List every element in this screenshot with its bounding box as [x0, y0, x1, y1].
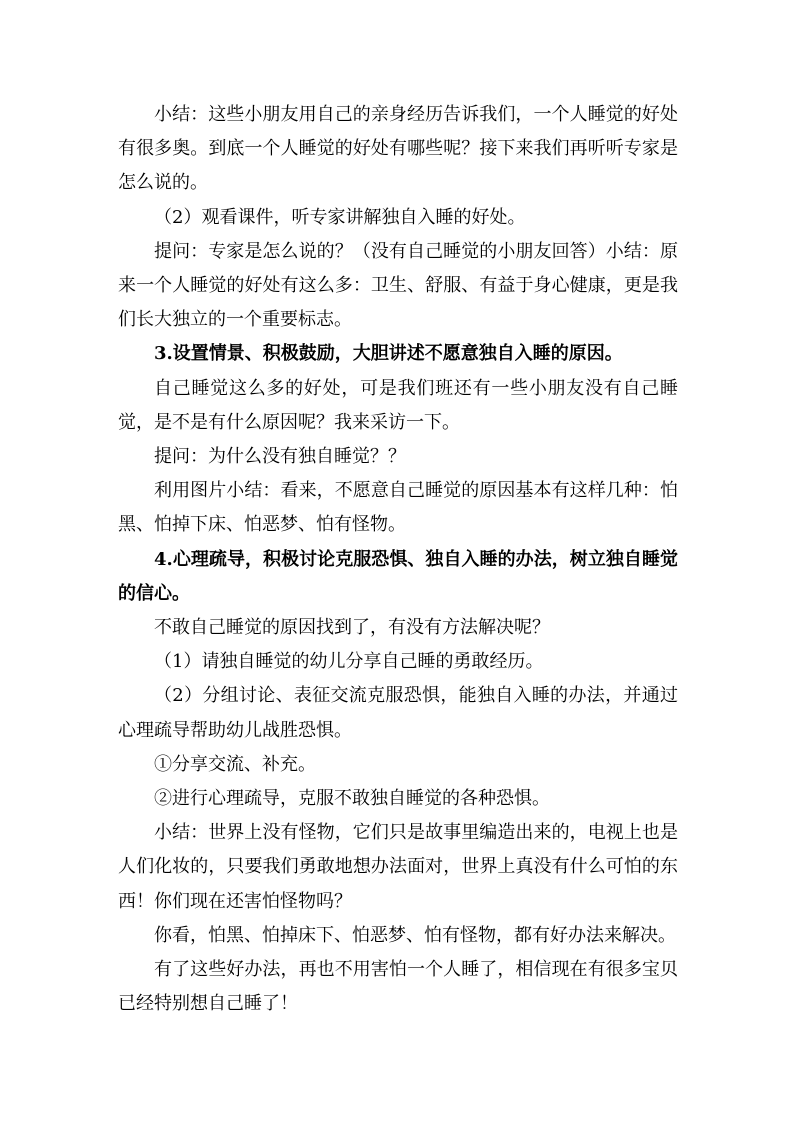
paragraph-step-1-share: （1）请独自睡觉的幼儿分享自己睡的勇敢经历。: [154, 651, 544, 673]
paragraph-summary-monsters: 小结：世界上没有怪物，它们只是故事里编造出来的，电视上也是人们化妆的，只要我们勇敢地想办法面对，世界上真没有什么可怕的东西！你们现在还害怕怪物吗？: [118, 822, 678, 912]
paragraph-step-2-discuss: （2）分组讨论、表征交流克服恐惧，能独自入睡的办法，并通过心理疏导帮助幼儿战胜恐惧。: [118, 685, 678, 741]
paragraph-summary-1: 小结：这些小朋友用自己的亲身经历告诉我们，一个人睡觉的好处有很多奥。到底一个人睡觉的好处有哪些呢？接下来我们再听听专家是怎么说的。: [118, 104, 678, 194]
paragraph-item-2: ②进行心理疏导，克服不敢独自睡觉的各种恐惧。: [154, 788, 550, 810]
paragraph-question-expert: 提问：专家是怎么说的？（没有自己睡觉的小朋友回答）小结：原来一个人睡觉的好处有这么多：卫生、舒服、有益于身心健康，更是我们长大独立的一个重要标志。: [118, 240, 678, 331]
paragraph-find-solution: 不敢自己睡觉的原因找到了，有没有方法解决呢？: [154, 617, 550, 639]
paragraph-look: 你看，怕黑、怕掉床下、怕恶梦、怕有怪物，都有好办法来解决。: [154, 924, 676, 946]
section-heading-3: 3.设置情景、积极鼓励，大胆讲述不愿意独自入睡的原因。: [154, 343, 623, 365]
paragraph-picture-summary: 利用图片小结：看来，不愿意自己睡觉的原因基本有这样几种：怕黑、怕掉下床、怕恶梦、怕有怪物。: [118, 480, 678, 536]
paragraph-item-1: ①分享交流、补充。: [154, 753, 316, 775]
document-body: [118, 98, 678, 1021]
paragraph-intro-reasons: 自己睡觉这么多的好处，可是我们班还有一些小朋友没有自己睡觉，是不是有什么原因呢？我来采访一下。: [118, 377, 678, 433]
paragraph-step-2-video: （2）观看课件，听专家讲解独自入睡的好处。: [154, 206, 526, 228]
paragraph-question-why: 提问：为什么没有独自睡觉？？: [154, 446, 406, 468]
section-heading-4: 4.心理疏导，积极讨论克服恐惧、独自入睡的办法，树立独自睡觉的信心。: [118, 548, 678, 604]
paragraph-conclusion: 有了这些好办法，再也不用害怕一个人睡了，相信现在有很多宝贝已经特别想自己睡了！: [118, 959, 678, 1015]
